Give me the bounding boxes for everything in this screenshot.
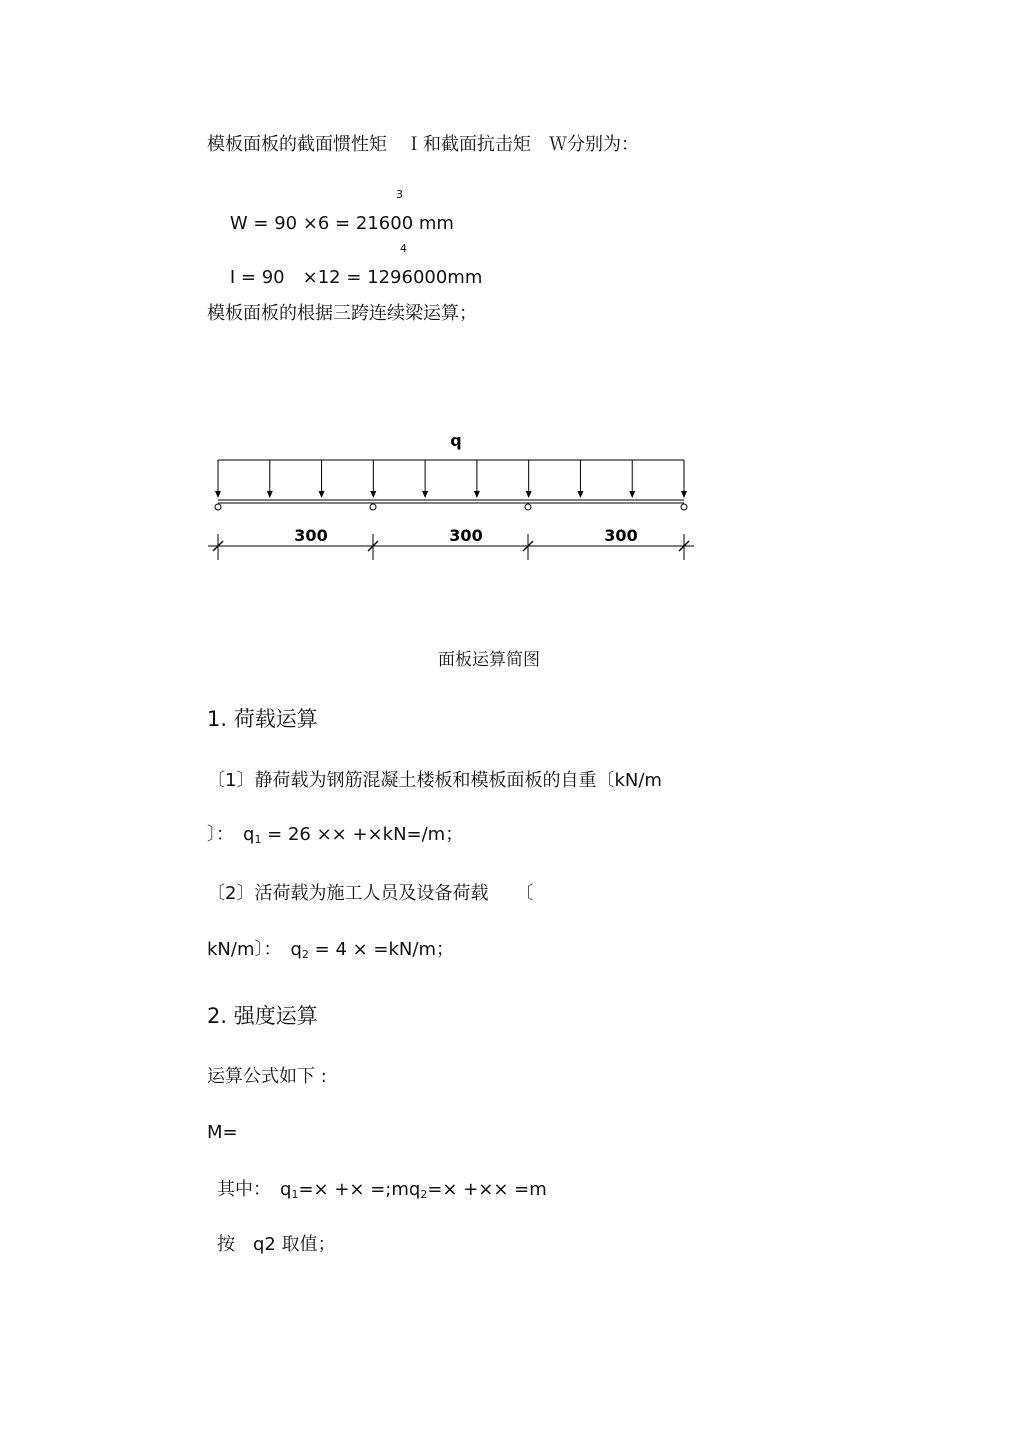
q1-subscript: 1 bbox=[254, 833, 262, 846]
load-arrowhead bbox=[422, 491, 428, 498]
moment-formula: M= bbox=[207, 1122, 238, 1143]
take-value-line: 按 q2 取值； bbox=[217, 1234, 336, 1255]
span-label-2: 300 bbox=[449, 526, 483, 545]
beam-diagram bbox=[0, 420, 1024, 580]
beam-geometry bbox=[208, 460, 694, 560]
support-symbol bbox=[681, 504, 687, 510]
live-load-prefix: kN/m〕： q bbox=[207, 939, 302, 960]
w-formula: W = 90 ×6 = 21600 mm bbox=[229, 213, 454, 234]
load-label: q bbox=[450, 431, 462, 450]
load-arrowhead bbox=[474, 491, 480, 498]
load-calculation-heading: 1. 荷载运算 bbox=[207, 707, 318, 731]
where-q2-subscript: 2 bbox=[420, 1188, 428, 1201]
load-arrowhead bbox=[681, 491, 687, 498]
where-line bbox=[217, 1179, 547, 1206]
support-symbol bbox=[370, 504, 376, 510]
live-load-line-1: 〔2〕活荷载为施工人员及设备荷载 〔 bbox=[207, 883, 534, 904]
i-formula: I = 90 ×12 = 1296000mm bbox=[229, 267, 483, 288]
dead-load-line-2 bbox=[207, 824, 463, 851]
strength-calculation-heading: 2. 强度运算 bbox=[207, 1004, 318, 1028]
support-symbol bbox=[525, 504, 531, 510]
span-label-3: 300 bbox=[604, 526, 638, 545]
load-arrowhead bbox=[629, 491, 635, 498]
where-middle: =× +× =;mq bbox=[298, 1179, 421, 1200]
q2-subscript: 2 bbox=[301, 948, 309, 961]
dead-load-prefix: 〕： q bbox=[207, 824, 255, 845]
support-symbol bbox=[215, 504, 221, 510]
where-suffix: =× +×× =m bbox=[427, 1179, 547, 1200]
w-exponent: 3 bbox=[396, 188, 403, 201]
i-exponent: 4 bbox=[400, 242, 407, 255]
load-arrowhead bbox=[370, 491, 376, 498]
span-label-1: 300 bbox=[294, 526, 328, 545]
where-prefix: 其中： q bbox=[217, 1179, 292, 1200]
formula-intro: 运算公式如下 : bbox=[207, 1066, 327, 1087]
where-q1-subscript: 1 bbox=[291, 1188, 299, 1201]
diagram-caption: 面板运算简图 bbox=[438, 650, 540, 670]
live-load-line-2 bbox=[207, 939, 454, 966]
calculation-method: 模板面板的根据三跨连续梁运算； bbox=[207, 303, 477, 324]
dead-load-line-1: 〔1〕静荷载为钢筋混凝土楼板和模板面板的自重〔kN/m bbox=[207, 770, 662, 791]
section-properties-intro: 模板面板的截面惯性矩 Ｉ和截面抗击矩 Ｗ分别为： bbox=[207, 134, 639, 155]
load-arrowhead bbox=[526, 491, 532, 498]
load-arrowhead bbox=[215, 491, 221, 498]
live-load-value: = 4 × =kN/m； bbox=[308, 939, 454, 960]
load-arrowhead bbox=[577, 491, 583, 498]
load-arrowhead bbox=[267, 491, 273, 498]
i-formula-line bbox=[207, 242, 483, 311]
load-arrowhead bbox=[319, 491, 325, 498]
dead-load-value: = 26 ×× +×kN=/m； bbox=[261, 824, 464, 845]
